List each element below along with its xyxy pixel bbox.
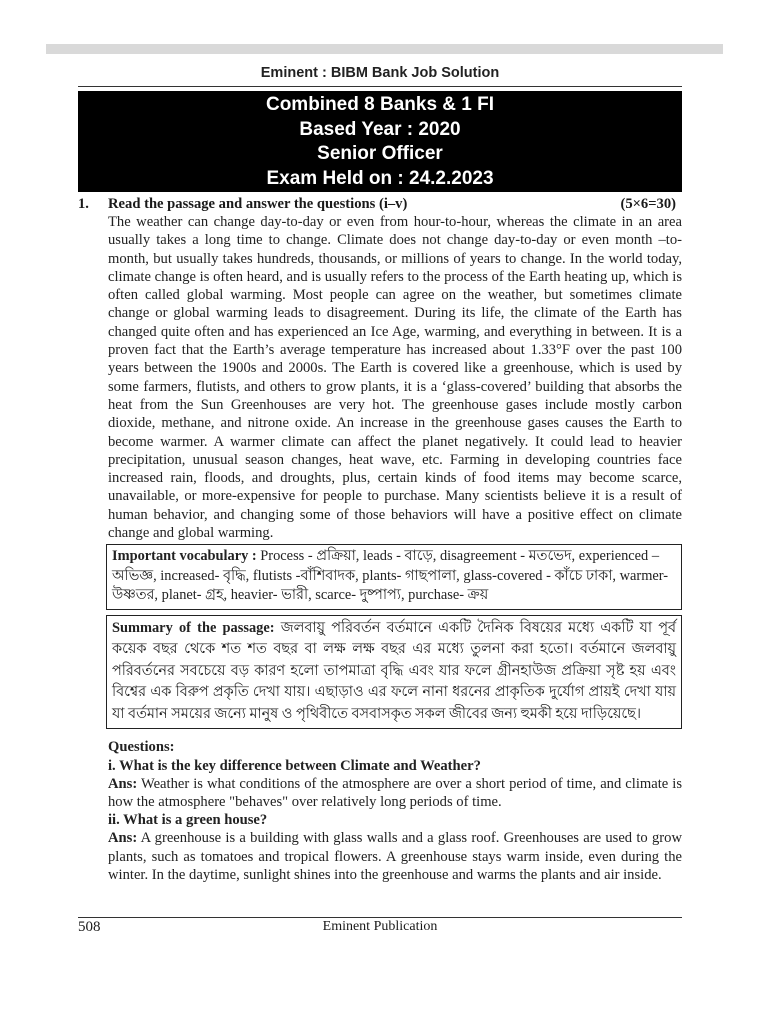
question-item-2: ii. What is a green house? (108, 812, 268, 829)
footer-rule (78, 917, 682, 918)
answer-text-1: Weather is what conditions of the atmosphere are over a short period of time, and climate is how the atmosphere "behaves" over relatively long periods of time. (108, 775, 682, 810)
answer-item-1 (108, 775, 682, 811)
answer-label-2: Ans: (108, 830, 138, 847)
publisher-name: Eminent Publication (322, 919, 438, 934)
question-item-1: i. What is the key difference between Climate and Weather? (108, 757, 481, 774)
passage-text: The weather can change day-to-day or even from hour-to-hour, whereas the climate in an area usually takes a long time to change. Climate does not change day-to-day or even month –to-month, but usually takes hundreds, thousands, or millions of years to change. In the world today, climate change is often heard, and is usually refers to the process of the Earth heating up, which is often called global warming. Most people can agree on the weather, but sometimes climate change or global warming leads to disagreement. During its life, the climate of the Earth has changed quite often and has experienced an Ice Age, warming, and everything in between. It is a proven fact that the Earth’s average temperature has increased about 1.33°F over the past 100 years between the 1900s and 2000s. The Earth is covered like a greenhouse, which is used by some farmers, flutists, and others to grow plants, it is a ‘glass-covered’ building that absorbs the heat from the Sun Greenhouses are very hot. The greenhouse gases include mostly carbon dioxide, methane, and nitrone oxide. An increase in the greenhouse gases causes the Earth to become warmer. A warmer climate can affect the planet negatively. It could lead to heavier precipitation, unusual season changes, heat wave, etc. Farming in developing countries face increased rain, floods, and droughts, plus, certain kinds of food items may become scarce, unavailable, or more-expensive for people to purchase. Many scientists believe it is a result of human behavior, and changing some of those behaviors will have a positive effect on climate change and global warming. (108, 214, 682, 542)
page-footer (78, 919, 682, 937)
title-line-banks: Combined 8 Banks & 1 FI (265, 94, 495, 115)
questions-heading: Questions: (108, 739, 175, 756)
vocabulary-label: Important vocabulary : (112, 548, 257, 565)
summary-label: Summary of the passage: (112, 619, 275, 636)
questions-section (108, 738, 682, 884)
answer-item-2 (108, 829, 682, 884)
top-scan-bar (46, 44, 723, 54)
title-line-year: Based Year : 2020 (299, 118, 461, 140)
question-marks: (5×6=30) (620, 196, 676, 212)
vocabulary-box (106, 544, 682, 610)
summary-text: জলবায়ু পরিবর্তন বর্তমানে একটি দৈনিক বিষয়ের মধ্যে একটি যা পূর্ব কয়েক বছর থেকে শত শত বছর বা লক্ষ লক্ষ বছর এর মধ্যে তুলনা করা হতো। বর্তমানে জলবায়ু পরিবর্তনের সবচেয়ে বড় কারণ হলো তাপমাত্রা বৃদ্ধি এবং যার ফলে গ্রীনহাউজ প্রক্রিয়া সৃষ্ট হয় এবং বিশ্বের এক বিরুপ প্রকৃতি দেখা যায়। এছাড়াও এর ফলে নানা ধরনের প্রাকৃতিক দুর্যোগ প্রায়ই দেখা যায় যা বর্তমান সময়ের জন্যে মানুষ ও পৃথিবীতে বসবাসকৃত সকল জীবের জন্য হুমকী হয়ে দাড়িয়েছে। (112, 619, 676, 722)
question-heading (78, 196, 682, 213)
answer-label-1: Ans: (108, 775, 138, 792)
title-line-post: Senior Officer (317, 143, 443, 164)
question-number: 1. (78, 196, 89, 212)
answer-text-2: A greenhouse is a building with glass walls and a glass roof. Greenhouses are used to grow plants, such as tomatoes and tropical flowers. A greenhouse stays warm inside, even during the winter. In the daytime, sunlight shines into the greenhouse and warms the plants and air inside. (108, 830, 682, 883)
page-number: 508 (78, 919, 101, 935)
book-header: Eminent : BIBM Bank Job Solution (260, 65, 500, 81)
exam-title-box (78, 91, 682, 192)
header-rule (78, 86, 682, 87)
document-page (78, 62, 682, 884)
summary-box (106, 615, 682, 730)
vocabulary-text: Process - প্রক্রিয়া, leads - বাড়ে, disagreement - মতভেদ, experienced – অভিজ্ঞ, increased- বৃদ্ধি, flutists -বাঁশিবাদক, plants- গাছপালা, glass-covered - কাঁচে ঢাকা, warmer- উষ্ণতর, planet- গ্রহ, heavier- ভারী, scarce- দুষ্পাপ্য, purchase- ক্রয় (112, 548, 669, 604)
title-line-date: Exam Held on : 24.2.2023 (266, 167, 494, 189)
question-title: Read the passage and answer the questions (i–v) (108, 196, 408, 212)
